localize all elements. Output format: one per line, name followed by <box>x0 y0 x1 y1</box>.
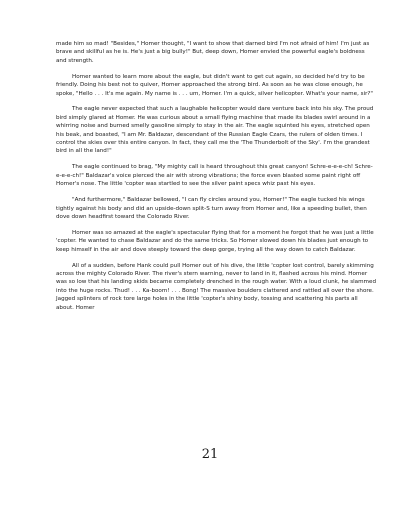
page-body <box>56 40 376 319</box>
page-number: 21 <box>201 447 219 462</box>
paragraph-7: All of a sudden, before Hank could pull Homer out of his dive, the little 'copter lost control, barely skimming across the mighty Colorado River. The river's stern warning, never to land in it, flashed across his mind. Homer was so low that his landing skids became completely drenched in the rough water. With a loud clunk, he slammed into the huge rocks. Thud! . . . Ka-boom! . . . Bong! The massive boulders clattered and rattled all over the shore. Jagged splinters of rock tore large holes in the little 'copter's shiny body, tossing and scattering his parts all about. Homer <box>56 262 377 311</box>
paragraph-5: "And furthermore," Baldazar bellowed, "I can fly circles around you, Homer!" The eagle tucked his wings tightly against his body and did an upside-down split-S turn away from Homer and, like a speeding bullet, then dove down headfirst toward the Colorado River. <box>56 197 367 220</box>
paragraph-2: Homer wanted to learn more about the eagle, but didn't want to get cut again, so decided he'd try to be friendly. Doing his best not to quiver, Homer approached the strong bird. As soon as he was close enough, he spoke, "Hello . . . It's me again. My name is . . . um, Homer. I'm a quick, silver helicopter. What's your name, sir?" <box>56 73 373 97</box>
paragraph-1: made him so mad! "Besides," Homer thought, "I want to show that darned bird I'm not afraid of him! I'm just as brave and skillful as he is. He's just a big bully!" But, deep down, Homer envied the powerful eagle's boldness and strength. <box>56 41 370 64</box>
paragraph-6: Homer was so amazed at the eagle's spectacular flying that for a moment he forgot that he was just a little 'copter. He wanted to chase Baldazar and do the same tricks. So Homer slowed down his blades just enough to keep himself in the air and dove steeply toward the deep gorge, trying all the way down to catch Baldazar. <box>56 229 374 253</box>
paragraph-3: The eagle never expected that such a laughable helicopter would dare venture back into his sky. The proud bird simply glared at Homer. He was curious about a small flying machine that made its blades swirl around in a whirring noise and burned smelly gasoline simply to stay in the air. The eagle squinted his eyes, stretched open his beak, and boasted, "I am Mr. Baldazar, descendant of the Russian Eagle Czars, the rulers of olden times. I control the skies over this entire canyon. In fact, they call me the 'The Thunderbolt of the Sky'. I'm the grandest bird in all the land!" <box>56 106 374 155</box>
paragraph-4: The eagle continued to brag, "My mighty call is heard throughout this great canyon! Schre-e-e-e-ch! Schre-e-e-e-ch!" Baldazar's voice pierced the air with strong vibrations; the force even blasted some paint right off Homer's nose. The little 'copter was startled to see the silver paint specs whiz past his eyes. <box>56 164 373 188</box>
